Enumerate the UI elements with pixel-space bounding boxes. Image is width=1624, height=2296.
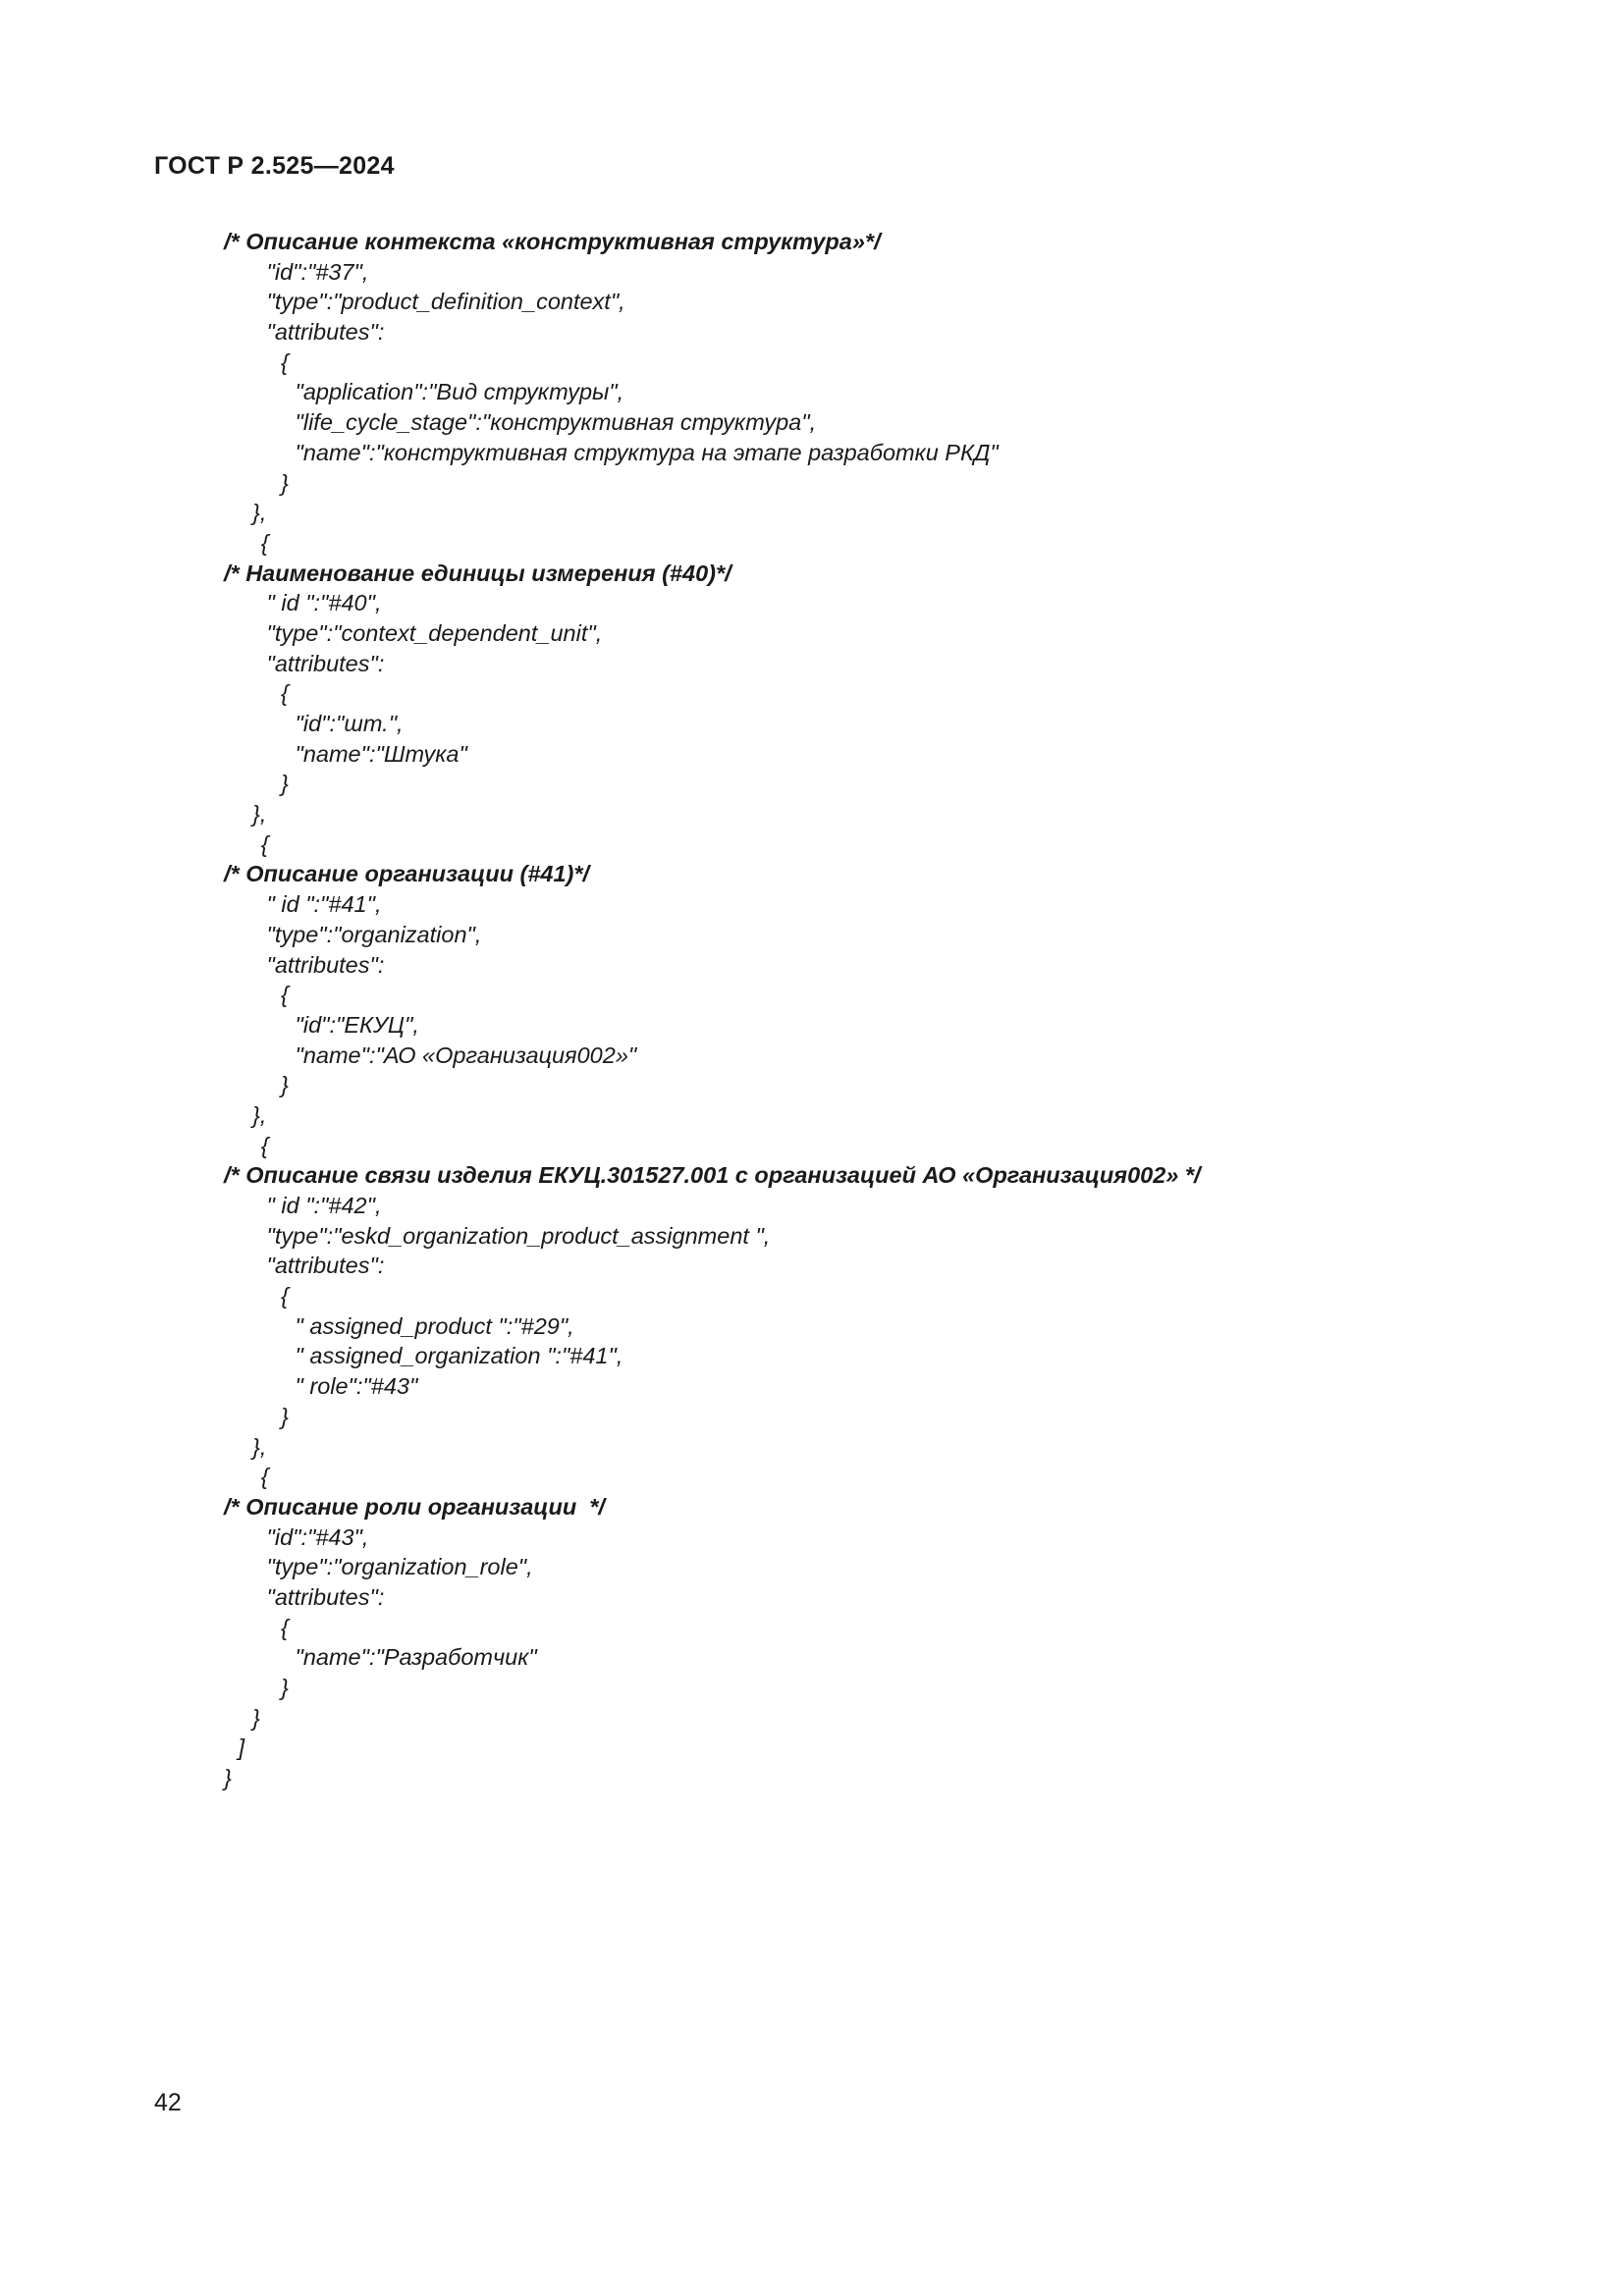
code-line-text: "type":"organization", [266,921,482,947]
code-line-text: "attributes": [266,951,385,978]
code-comment-line [0,859,1624,889]
code-line [0,1070,1624,1100]
code-line [0,739,1624,770]
code-line [0,920,1624,950]
code-line [0,1733,1624,1763]
code-line [0,1673,1624,1703]
code-line-text: " id ":"#42", [266,1193,382,1218]
code-line [0,678,1624,709]
json-code-listing [0,227,1624,1793]
code-line [0,588,1624,618]
code-line [0,1311,1624,1342]
code-comment-line [0,227,1624,257]
code-line [0,618,1624,649]
code-line [0,257,1624,288]
code-line-text: " role":"#43" [295,1373,418,1400]
code-line-text: }, [252,1433,267,1460]
code-line [0,1763,1624,1793]
code-line [0,468,1624,499]
code-line-text: { [260,830,269,857]
code-line [0,438,1624,468]
code-line-text: " id ":"#40", [266,590,382,616]
code-line [0,528,1624,559]
code-line [0,1402,1624,1432]
code-line-text: " id ":"#41", [266,891,382,918]
code-line [0,1642,1624,1673]
code-line-text: { [281,1614,289,1640]
code-line-text: "type":"eskd_organization_product_assignment ", [266,1222,771,1249]
code-line-text: } [281,1072,289,1098]
code-line-text: { [260,1132,269,1158]
code-line [0,769,1624,799]
code-comment-line [0,1160,1624,1191]
code-line-text: }, [252,1101,267,1128]
code-line [0,1251,1624,1281]
code-line-text: "type":"product_definition_context", [266,289,625,315]
code-line-text: "type":"context_dependent_unit", [266,619,603,646]
code-line-text: " assigned_organization ":"#41", [295,1343,623,1369]
code-line [0,1613,1624,1643]
code-line [0,799,1624,829]
code-line-text: "type":"organization_role", [266,1554,533,1580]
code-line-text: "name":"Штука" [295,740,467,767]
code-line-text: } [281,469,289,496]
code-line-text: } [252,1704,260,1731]
code-line [0,317,1624,347]
code-line [0,1552,1624,1582]
code-line-text: "id":"шт.", [295,711,404,736]
code-line [0,1462,1624,1492]
code-line [0,950,1624,981]
code-line-text: { [281,982,289,1008]
code-line-text: }, [252,500,267,526]
code-line-text: "life_cycle_stage":"конструктивная структура", [295,409,817,436]
code-line-text: "name":"Разработчик" [295,1644,537,1671]
code-line-text: } [281,771,289,797]
code-line [0,347,1624,378]
code-line-text: "id":"ЕКУЦ", [295,1011,419,1038]
code-line [0,1522,1624,1553]
code-line-text: "id":"#43", [266,1523,369,1550]
code-line-text: { [260,1464,269,1490]
code-line [0,1371,1624,1402]
code-line [0,1041,1624,1071]
code-line [0,287,1624,317]
code-line [0,1703,1624,1734]
code-line [0,1010,1624,1041]
code-line-text: "attributes": [266,319,385,346]
code-line-text: { [281,680,289,707]
code-line-text: "attributes": [266,1253,385,1279]
code-line-text: "id":"#37", [266,258,369,285]
code-line [0,980,1624,1010]
code-line [0,1100,1624,1131]
code-line-text: /* Описание контекста «конструктивная структура»*/ [224,229,881,254]
code-line [0,649,1624,679]
page-number: 42 [154,2089,182,2116]
code-line-text: "attributes": [266,650,385,676]
code-line [0,829,1624,860]
code-line-text: "name":"АО «Организация002»" [295,1041,637,1068]
code-line [0,498,1624,528]
code-line [0,377,1624,407]
code-line-text: } [281,1403,289,1429]
code-line-text: { [281,348,289,375]
code-comment-line [0,1492,1624,1522]
code-line-text: /* Описание связи изделия ЕКУЦ.301527.001 с организацией АО «Организация002» */ [224,1162,1201,1189]
code-line [0,1131,1624,1161]
code-line [0,1582,1624,1613]
code-line-text: { [281,1283,289,1309]
code-line [0,1341,1624,1371]
code-line [0,1221,1624,1252]
code-line [0,889,1624,920]
code-line-text: "application":"Вид структуры", [295,379,624,405]
code-line-text: } [224,1765,232,1791]
code-line [0,407,1624,438]
code-line-text: } [281,1675,289,1700]
code-line [0,1281,1624,1311]
code-line-text: ] [238,1735,245,1761]
code-line-text: /* Описание организации (#41)*/ [224,861,590,887]
code-comment-line [0,559,1624,589]
code-line-text: { [260,529,269,556]
code-line-text: "name":"конструктивная структура на этапе разработки РКД" [295,439,999,465]
code-line [0,709,1624,739]
code-line-text: "attributes": [266,1583,385,1610]
code-line-text: /* Наименование единицы измерения (#40)*/ [224,560,731,586]
code-line-text: /* Описание роли организации */ [224,1493,605,1520]
code-line-text: }, [252,801,267,828]
code-line [0,1432,1624,1463]
code-line-text: " assigned_product ":"#29", [295,1312,574,1339]
code-line [0,1191,1624,1221]
standard-header: ГОСТ Р 2.525—2024 [154,152,395,180]
